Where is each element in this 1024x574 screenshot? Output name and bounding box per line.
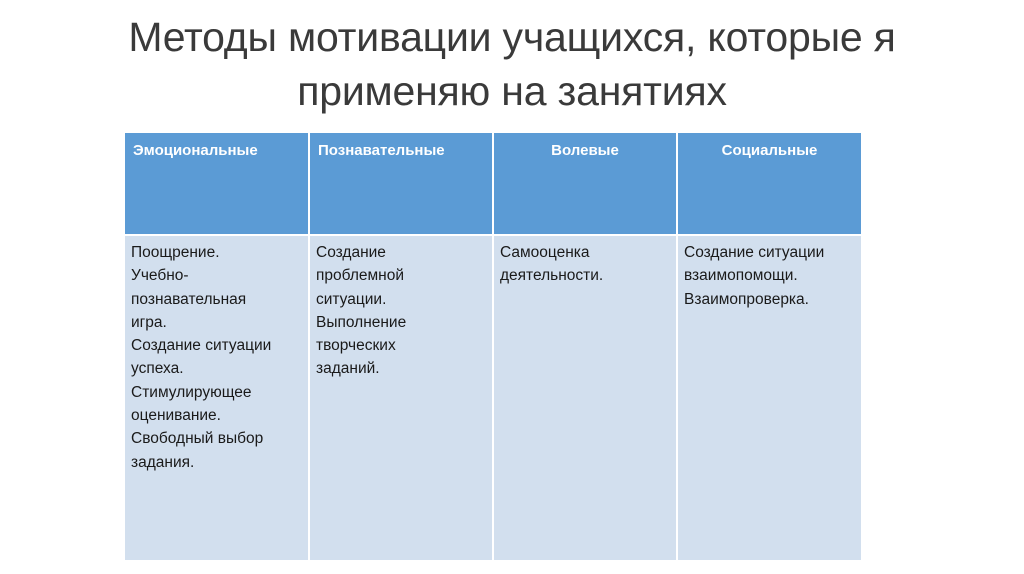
cell-line: задания.	[131, 453, 195, 471]
cell-line: Самооценка	[500, 244, 590, 261]
cell-line: Выполнение	[316, 313, 407, 331]
cell-line: Взаимопроверка.	[684, 290, 809, 308]
slide-title-line-2: применяю на занятиях	[297, 68, 727, 114]
slide-title	[60, 10, 964, 118]
cell-line: Учебно-	[131, 267, 189, 285]
cell-line: Создание ситуации	[131, 337, 272, 355]
cell-line: Поощрение.	[131, 244, 220, 261]
header-emotional: Эмоциональные	[125, 133, 309, 235]
cell-social	[677, 235, 861, 560]
cell-line: взаимопомощи.	[684, 267, 798, 285]
cell-line: игра.	[131, 313, 167, 331]
cell-line: творческих	[316, 337, 396, 355]
cell-line: Создание	[316, 244, 386, 261]
cell-line: заданий.	[316, 360, 380, 378]
cell-line: оценивание.	[131, 407, 221, 425]
header-volitional: Волевые	[493, 133, 677, 235]
header-cognitive: Познавательные	[309, 133, 493, 235]
cell-volitional	[493, 235, 677, 560]
cell-line: ситуации.	[316, 290, 387, 308]
cell-line: Свободный выбор	[131, 430, 264, 448]
cell-cognitive	[309, 235, 493, 560]
table-row	[125, 235, 861, 560]
cell-line: Создание ситуации	[684, 244, 825, 261]
header-social: Социальные	[677, 133, 861, 235]
slide-title-line-1: Методы мотивации учащихся, которые я	[128, 14, 896, 60]
table-header-row	[125, 133, 861, 235]
cell-line: Стимулирующее	[131, 383, 252, 401]
motivation-methods-table	[125, 133, 861, 560]
cell-line: познавательная	[131, 290, 247, 308]
cell-line: деятельности.	[500, 267, 604, 285]
cell-line: успеха.	[131, 360, 184, 378]
cell-emotional	[125, 235, 309, 560]
cell-line: проблемной	[316, 267, 404, 285]
